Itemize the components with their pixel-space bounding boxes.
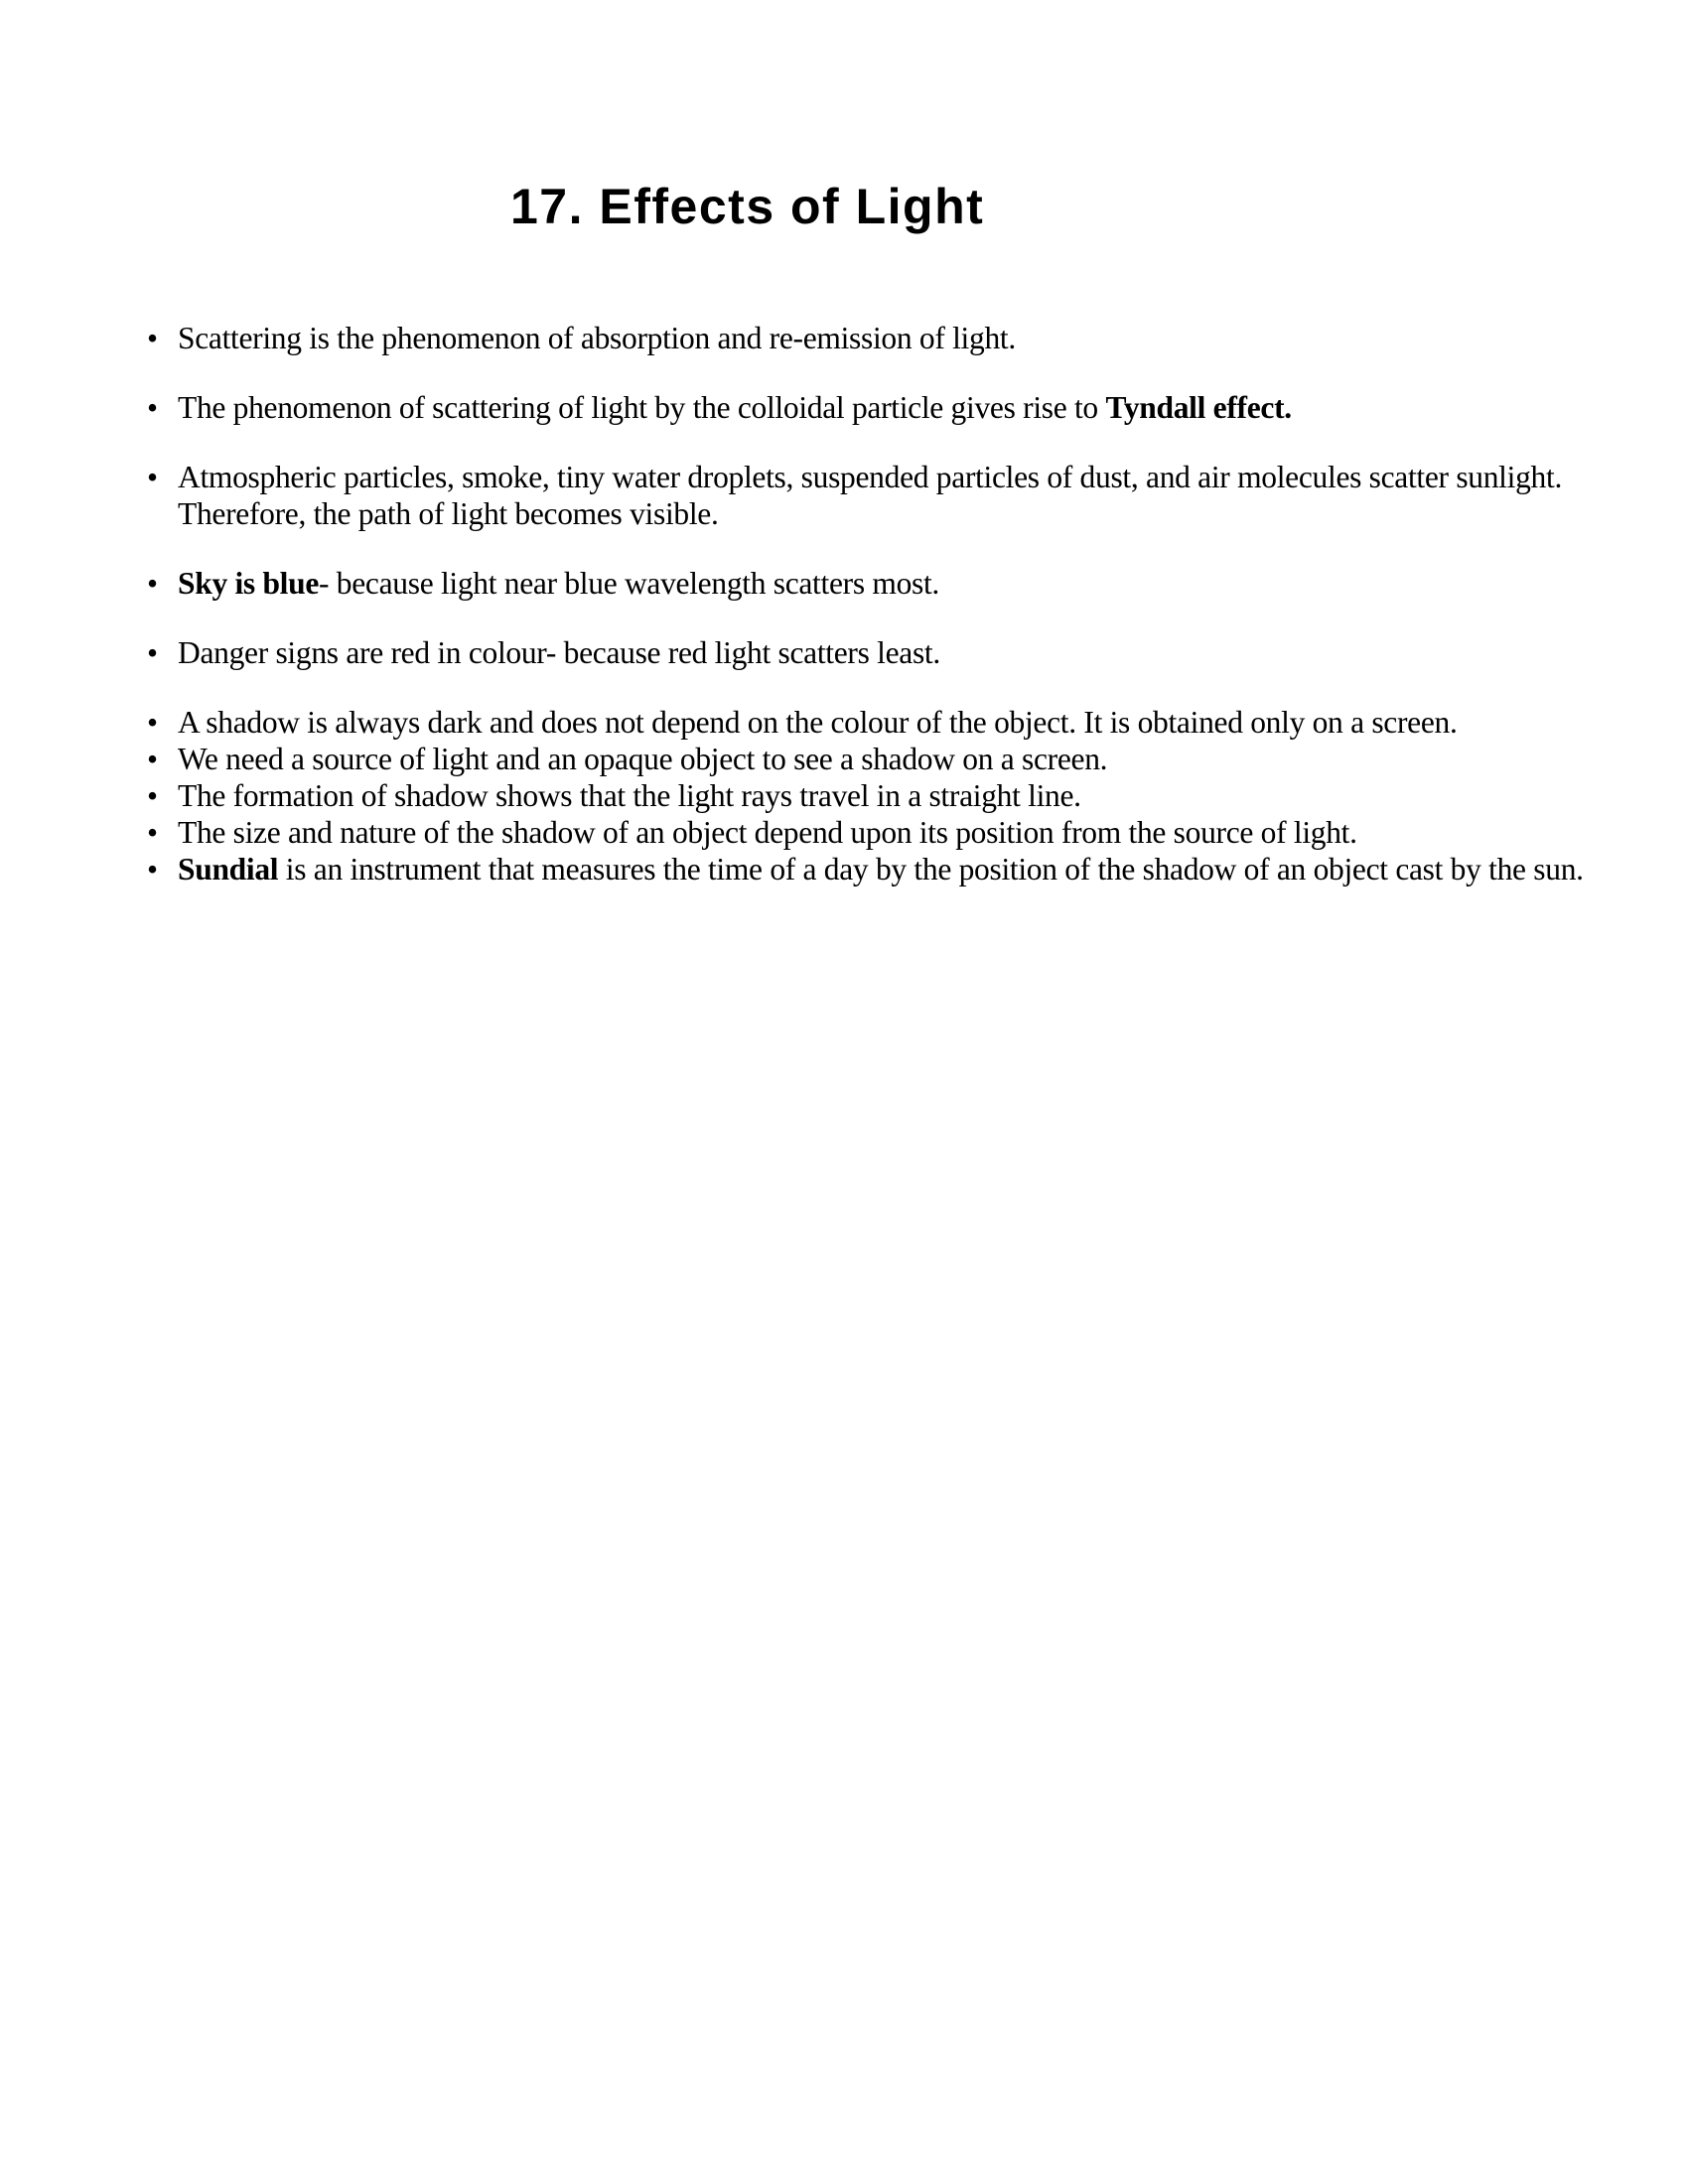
list-item bbox=[144, 814, 1604, 851]
bullet-icon: • bbox=[147, 321, 158, 355]
bullet-icon: • bbox=[147, 778, 158, 813]
page-title: 17. Effects of Light bbox=[510, 179, 985, 234]
item-text-after: is an instrument that measures the time of a day by the position of the shadow of an object cast by the sun. bbox=[278, 852, 1584, 887]
item-text: The size and nature of the shadow of an object depend upon its position from the source of light. bbox=[178, 815, 1357, 850]
bullet-icon: • bbox=[147, 460, 158, 494]
bullet-icon: • bbox=[147, 815, 158, 850]
item-text: The phenomenon of scattering of light by the colloidal particle gives rise to bbox=[178, 390, 1106, 425]
list-item bbox=[144, 634, 1604, 671]
item-bold-term: Tyndall effect bbox=[1105, 390, 1285, 425]
bullet-icon: • bbox=[147, 635, 158, 670]
list-item bbox=[144, 459, 1604, 532]
bullet-icon: • bbox=[147, 852, 158, 887]
list-item bbox=[144, 389, 1604, 426]
item-text: Danger signs are red in colour- because red light scatters least. bbox=[178, 635, 940, 670]
bullet-icon: • bbox=[147, 742, 158, 776]
bullet-icon: • bbox=[147, 705, 158, 740]
list-item bbox=[144, 320, 1604, 356]
item-text-after: . bbox=[1284, 390, 1292, 425]
bullet-icon: • bbox=[147, 390, 158, 425]
item-bold-term: Sundial bbox=[178, 852, 279, 887]
list-item bbox=[144, 741, 1604, 777]
list-item bbox=[144, 704, 1604, 741]
list-item bbox=[144, 565, 1604, 602]
item-bold-term: Sky is blue bbox=[178, 566, 320, 601]
item-text: Scattering is the phenomenon of absorption and re-emission of light. bbox=[178, 321, 1016, 355]
list-item bbox=[144, 851, 1604, 887]
item-text: We need a source of light and an opaque object to see a shadow on a screen. bbox=[178, 742, 1108, 776]
bullet-icon: • bbox=[147, 566, 158, 601]
item-text: A shadow is always dark and does not depend on the colour of the object. It is obtained only on a screen. bbox=[178, 705, 1458, 740]
item-text-after: - because light near blue wavelength scatters most. bbox=[319, 566, 940, 601]
list-item bbox=[144, 777, 1604, 814]
item-text: The formation of shadow shows that the light rays travel in a straight line. bbox=[178, 778, 1081, 813]
bullet-list bbox=[144, 320, 1604, 887]
item-text: Atmospheric particles, smoke, tiny water droplets, suspended particles of dust, and air molecules scatter sunlight. Therefore, the path of light becomes visible. bbox=[178, 460, 1563, 531]
